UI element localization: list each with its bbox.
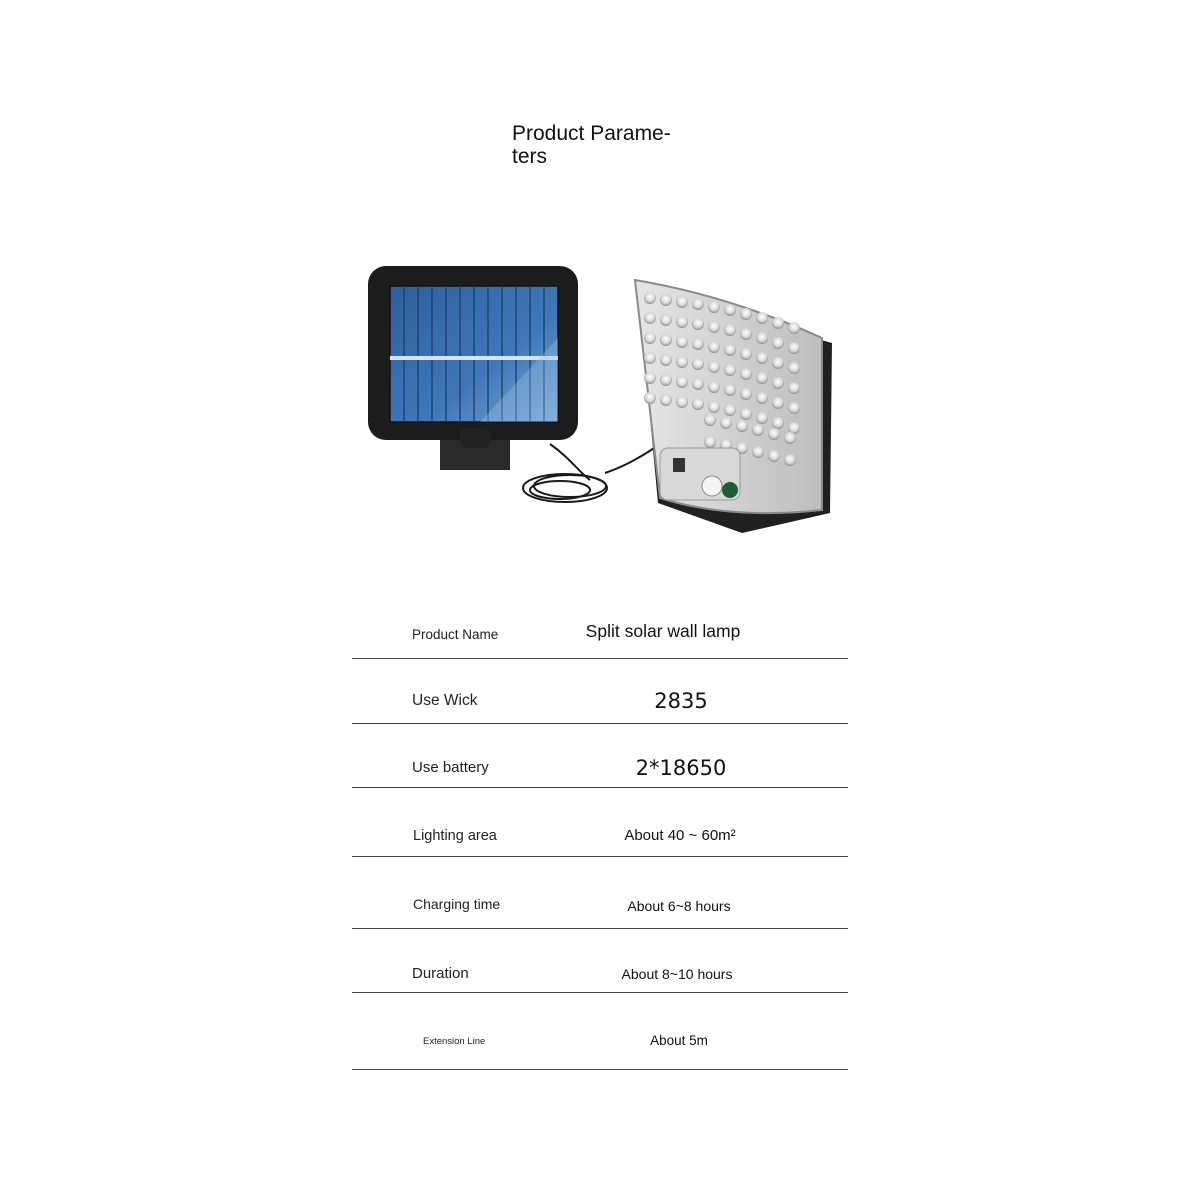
- table-row: [352, 658, 848, 724]
- spec-label: Charging time: [413, 896, 501, 912]
- spec-label: Duration: [412, 965, 469, 982]
- spec-value: 2*18650: [635, 756, 727, 780]
- spec-value: 2835: [654, 689, 708, 713]
- table-row: [352, 595, 848, 659]
- table-row: [352, 787, 848, 857]
- lamp-body: [635, 280, 832, 533]
- product-photo: [360, 258, 850, 548]
- extension-cable: [523, 444, 660, 502]
- spec-label: Use Wick: [412, 692, 478, 709]
- page-title-line-2: ters: [512, 145, 548, 168]
- spec-value: About 40 ~ 60m²: [624, 827, 736, 844]
- spec-value: About 5m: [650, 1033, 708, 1048]
- solar-panel: [368, 266, 578, 470]
- page-title: [512, 122, 702, 168]
- spec-value: Split solar wall lamp: [585, 621, 741, 641]
- spec-label: Lighting area: [413, 828, 497, 844]
- table-row: [352, 856, 848, 929]
- spec-value: About 8~10 hours: [621, 966, 733, 982]
- page-title-line-1: Product Parame-: [512, 122, 671, 145]
- table-row: [352, 723, 848, 788]
- spec-value: About 6~8 hours: [627, 898, 731, 914]
- table-row: [352, 928, 848, 993]
- table-row: [352, 992, 848, 1070]
- spec-label: Extension Line: [423, 1036, 486, 1047]
- spec-label: Use battery: [412, 759, 489, 776]
- spec-label: Product Name: [412, 627, 499, 642]
